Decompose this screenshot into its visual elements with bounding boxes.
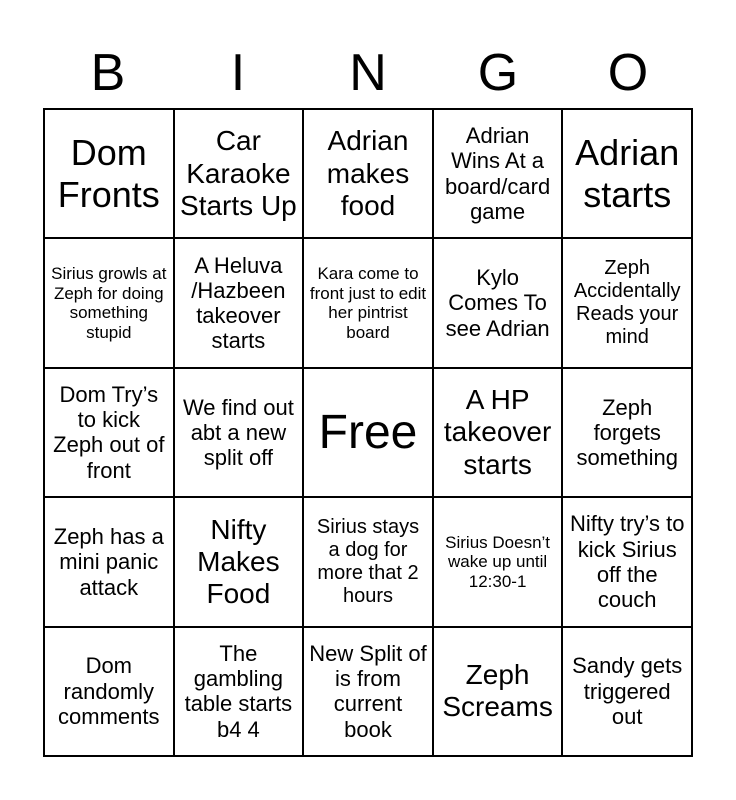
cell-text: Sirius Doesn’t wake up until 12:30-1: [445, 532, 551, 591]
header-letter-g: G: [477, 44, 519, 102]
bingo-cell[interactable]: [562, 497, 692, 626]
bingo-cell[interactable]: [44, 109, 174, 238]
cell-text: We find out abt a new split off: [182, 394, 294, 471]
cell-text: Dom Fronts: [57, 132, 160, 215]
bingo-cell[interactable]: [174, 238, 304, 367]
cell-text: A Heluva /Hazbeen takeover starts: [191, 252, 286, 354]
cell-text: Zeph forgets something: [576, 394, 678, 471]
free-cell[interactable]: [303, 368, 433, 497]
cell-text: Zeph has a mini panic attack: [53, 523, 164, 600]
cell-text: Kylo Comes To see Adrian: [445, 265, 550, 341]
cell-text: Adrian Wins At a board/card game: [445, 123, 551, 224]
bingo-cell[interactable]: [433, 497, 563, 626]
bingo-cell[interactable]: [562, 627, 692, 756]
bingo-cell[interactable]: [44, 627, 174, 756]
bingo-cell[interactable]: [44, 238, 174, 367]
cell-text: Nifty try’s to kick Sirius off the couch: [569, 511, 685, 613]
header-letter-i: I: [230, 44, 246, 102]
cell-text: Dom randomly comments: [58, 653, 160, 729]
bingo-cell[interactable]: [562, 109, 692, 238]
cell-text: Car Karaoke Starts Up: [180, 125, 297, 221]
bingo-cell[interactable]: [303, 238, 433, 367]
cell-text: Zeph Screams: [442, 659, 553, 723]
bingo-cell[interactable]: [433, 368, 563, 497]
bingo-cell[interactable]: [433, 627, 563, 756]
header-letter-n: N: [349, 44, 387, 102]
bingo-cell[interactable]: [433, 109, 563, 238]
bingo-cell[interactable]: [44, 368, 174, 497]
bingo-cell[interactable]: [174, 368, 304, 497]
cell-text: Sirius growls at Zeph for doing something stupid: [51, 264, 167, 342]
bingo-header: [43, 38, 693, 108]
cell-text: Sandy gets triggered out: [572, 653, 683, 729]
bingo-cell[interactable]: [44, 497, 174, 626]
cell-text: Kara come to front just to edit her pintrist board: [309, 264, 427, 342]
cell-text: Adrian makes food: [326, 125, 410, 221]
bingo-cell[interactable]: [562, 238, 692, 367]
header-letter-o: O: [607, 44, 649, 102]
bingo-cell[interactable]: [303, 497, 433, 626]
cell-text: Zeph Accidentally Reads your mind: [573, 257, 681, 349]
bingo-cell[interactable]: [174, 627, 304, 756]
bingo-cell[interactable]: [174, 497, 304, 626]
bingo-cell[interactable]: [303, 627, 433, 756]
cell-text: A HP takeover starts: [443, 384, 552, 480]
header-letter-b: B: [90, 44, 126, 102]
bingo-board: [43, 108, 693, 757]
cell-text: Adrian starts: [575, 132, 680, 215]
bingo-cell[interactable]: [562, 368, 692, 497]
cell-text: Dom Try’s to kick Zeph out of front: [53, 381, 165, 483]
cell-text: New Split of is from current book: [309, 640, 427, 742]
cell-text: Free: [318, 405, 418, 459]
cell-text: Nifty Makes Food: [197, 513, 280, 609]
bingo-cell[interactable]: [433, 238, 563, 367]
bingo-cell[interactable]: [174, 109, 304, 238]
bingo-cell[interactable]: [303, 109, 433, 238]
cell-text: The gambling table starts b4 4: [184, 640, 293, 742]
cell-text: Sirius stays a dog for more that 2 hours: [316, 515, 420, 607]
